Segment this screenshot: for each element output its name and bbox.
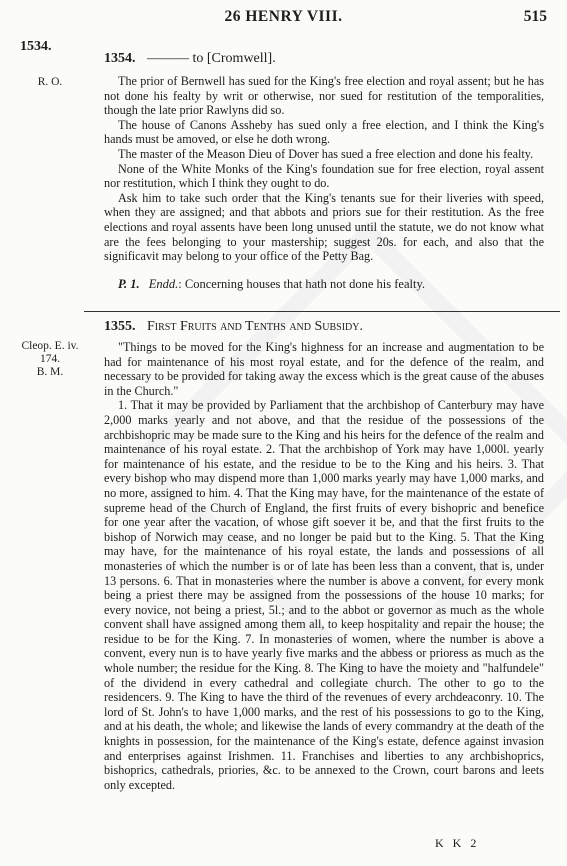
endorsement-text: : Concerning houses that hath not done his fealty. <box>178 277 426 291</box>
entry-1355-body <box>104 340 544 792</box>
endorsement <box>118 277 425 292</box>
source-line: Cleop. E. iv. <box>21 340 79 352</box>
paragraph: The prior of Bernwell has sued for the King's free election and royal assent; but he has not done his fealty by writ or otherwise, nor sued for restitution of the temporalities, though the late prior Rawlyns did so. <box>104 74 544 118</box>
year-label: 1534. <box>20 39 52 54</box>
paragraph: None of the White Monks of the King's foundation sue for free election, royal assent nor restitution, which I think they ought to do. <box>104 161 544 191</box>
endorsement-label: Endd. <box>148 277 179 291</box>
running-title: 26 HENRY VIII. <box>224 8 343 25</box>
paragraph: Ask him to take such order that the King's tenants sue for their liveries with speed, when they are assigned; and that abbots and priors sue for their restitution. As the free elections and royal assents have been long unused until the statute, we do not know what are the fees belonging to your mastership; suggest 20s. for each, and also that the significavit may belong to your office of the Petty Bag. <box>104 190 544 264</box>
entry-1354-heading <box>104 51 276 67</box>
entry-1355-title: First Fruits and Tenths and Subsidy. <box>147 319 363 334</box>
entry-1354-number: 1354. <box>104 51 136 66</box>
entry-1354-source <box>20 76 80 89</box>
paragraph: "Things to be moved for the King's highness for an increase and augmentation to be had for maintenance of his most royal estate, and for the defence of the realm, and necessary to be provided for taking away the excess which is the great cause of the abuses in the Church." <box>104 340 544 398</box>
entry-1355-source <box>20 340 80 379</box>
paragraph: 1. That it may be provided by Parliament that the archbishop of Canterbury may have 2,000 marks yearly and not above, and that the residue of the possessions of the archbishopric may be made sure to the King and his heirs for the defence of the realm and maintenance of his royal estate. 2. That the archbishop of York may have 1,000l. yearly for maintenance of his estate, and the residue to be to the King and his heirs. 3. That every bishop who may dispend more than 1,000 marks yearly may have 1,000 marks, and no more, assigned to him. 4. That the King may have, for the maintenance of the estate of supreme head of the Church of England, the first fruits of every bishopric and benefice for one year after the vacation, of whose gift soever it be, and that the first fruits to the bishop of Norwich may cease, and no longer be paid but to the King. 5. That the King may have, for the maintenance of his royal estate, the lands and possessions of all monasteries of which the number is or of late has been less than a convent, that is, under 13 persons. 6. That in monasteries where the number is above a convent, for every monk being a priest there may be assigned from the possessions of the house 10 marks; for every novice, not being a priest, 5l.; and to the abbot or governor as much as the whole convent shall have assigned among them all, to keep hospitality and repair the house; the residue to be for the King. 7. In monasteries of women, where the number is above a convent, every nun is to have yearly five marks and the abbess or prioress as much as the whole number; the residue for the King. 8. The King to have the moiety and "halfundele" of the dividend in every cathedral and collegiate church. The other to go to the residencers. 9. The King to have the third of the revenues of every archdeaconry. 10. The lord of St. John's to have 1,000 marks, and the rest of his possessions to go to the King, and at his death, the whole; and likewise the lands of every commandry at the death of the knights in possession, for the maintenance of the King's estate, defence against invasion and enterprises against Irishmen. 11. Franchises and liberties to any archbishoprics, bishoprics, cathedrals, priories, &c. to be annexed to the Crown, court barons and leets only excepted. <box>104 398 544 792</box>
page-count: P. 1. <box>118 277 140 291</box>
page-number: 515 <box>523 8 547 25</box>
divider <box>84 311 560 312</box>
signature-mark: K K 2 <box>435 836 480 850</box>
paragraph: The master of the Meason Dieu of Dover has sued a free election and done his fealty. <box>118 146 534 161</box>
entry-1354-body <box>104 74 544 264</box>
entry-1355-number: 1355. <box>104 319 136 334</box>
entry-1355-heading <box>104 319 363 335</box>
entry-1354-title: ——— to [Cromwell]. <box>147 51 276 66</box>
page-header <box>0 8 567 30</box>
source-line: 174. <box>39 353 61 365</box>
source-line: B. M. <box>36 366 64 378</box>
paragraph: The house of Canons Assheby has sued only a free election, and I think the King's hands must be amoved, or else he doth wrong. <box>104 117 544 147</box>
source-line: R. O. <box>37 76 63 88</box>
